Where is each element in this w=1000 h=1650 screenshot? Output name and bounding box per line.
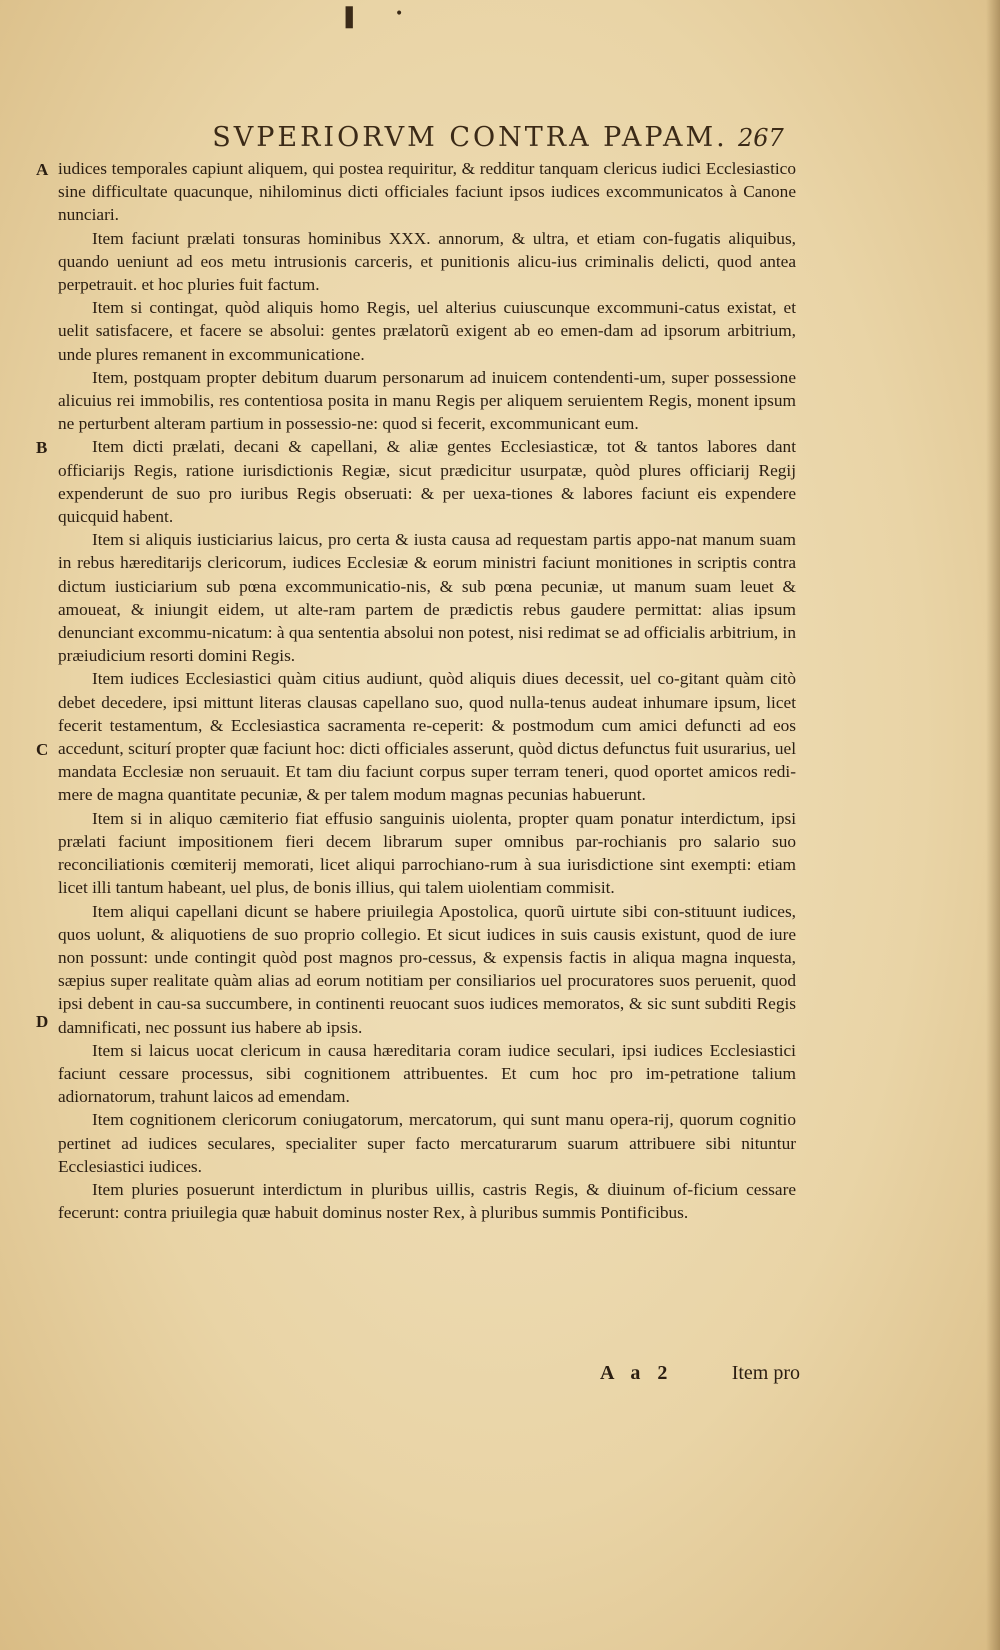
margin-marker-c: C bbox=[36, 740, 49, 759]
margin-marker-a: A bbox=[36, 160, 49, 179]
paragraph: Item pluries posuerunt interdictum in pluribus uillis, castris Regis, & diuinum of-ficium cessare fecerunt: contra priuilegia quæ habuit dominus noster Rex, à pluribus summis Pontificibus. bbox=[58, 1179, 796, 1223]
paragraph: Item iudices Ecclesiastici quàm citius audiunt, quòd aliquis diues decessit, uel co-gitant quàm citò debet decedere, ipsi mittunt literas clausas capellano suo, quod nulla-tenus audeat inhumare ipsum, licet fecerit testamentum, & Ecclesiastica sacramenta re-ceperit: & postmodum cum amici defuncti ad eos accedunt, sciturí propter quæ faciunt hoc: dicti officiales asserunt, quòd dictus defunctus fuit usurarius, uel mandata Ecclesiæ non seruauit. Et tam diu faciunt corpus super terram teneri, quod oportet amicos redi-mere de magna quantitate pecuniæ, & per talem modum magnas pecunias habuerunt. bbox=[58, 669, 796, 805]
paragraph: Item faciunt prælati tonsuras hominibus XXX. annorum, & ultra, et etiam con-fugatis aliquibus, quando ueniunt ad eos metu intrusionis carceris, et punitionis alicu-ius criminalis delicti, quod antea perpetrauit. et hoc pluries fuit factum. bbox=[58, 228, 796, 295]
paragraph: Item dicti prælati, decani & capellani, & aliæ gentes Ecclesiasticæ, tot & tantos labores dant officiarijs Regis, ratione iurisdictionis Regiæ, sicut prædicitur usurpatæ, quòd plures officiarij Regij expenderunt de suo pro iuribus Regis obseruati: & per uexa-tiones & labores faciunt eis expendere quicquid habent. bbox=[58, 437, 796, 527]
margin-marker-d: D bbox=[36, 1012, 49, 1031]
paragraph: Item, postquam propter debitum duarum personarum ad inuicem contendenti-um, super possessione alicuius rei immobilis, res contentiosa posita in manu Regis per aliquem seruientem Regis, monent ipsum ne perturbent alteram partium in possessio-ne: quod si fecerit, excommunicant eum. bbox=[58, 367, 796, 434]
paragraph: Item si aliquis iusticiarius laicus, pro certa & iusta causa ad requestam partis appo-nat manum suam in rebus hæreditarijs clericorum, iudices Ecclesiæ & eorum ministri faciunt monitiones in scriptis contra dictum iusticiarium sub pœna excommunicatio-nis, & sub pœna pecuniæ, ut manum suam leuet & amoueat, & iniungit eidem, ut alte-ram partem de prædictis rebus gaudere permittat: alias ipsum denunciant excommu-nicatum: à qua sententia absolui non potest, nisi redimat se ad officialis arbitrium, in præiudicium resorti domini Regis. bbox=[58, 530, 796, 666]
signature-mark: A a 2 bbox=[600, 1362, 674, 1384]
paragraph: Item cognitionem clericorum coniugatorum, mercatorum, qui sunt manu opera-rij, quorum cognitio pertinet ad iudices seculares, specialiter super facto mercaturarum suarum attribuere sibi nituntur Ecclesiastici iudices. bbox=[58, 1110, 796, 1176]
paragraph: Item si laicus uocat clericum in causa hæreditaria coram iudice seculari, ipsi iudices Ecclesiastici faciunt cessare processus, sibi cognitionem attribuentes. Et cum hoc pro im-petratione talium adiornatorum, trahunt laicos ad emendam. bbox=[58, 1040, 796, 1107]
page-edge-shadow bbox=[986, 0, 1000, 1650]
margin-marker-b: B bbox=[36, 438, 48, 457]
catchword: Item pro bbox=[731, 1362, 800, 1384]
body-text bbox=[58, 157, 796, 1224]
ink-dot: • bbox=[395, 6, 404, 22]
paragraph: Item aliqui capellani dicunt se habere priuilegia Apostolica, quorũ uirtute sibi con-stituunt iudices, quos uolunt, & aliquotiens de suo proprio collegio. Et sicut iudices in suis causis existunt, quod de iure non possunt: unde contingit quòd post magnos pro-cessus, & expensis factis in aliqua magna inquesta, sæpius super realitate quàm alias ad eorum notitiam per consiliarios uel procuratores suos peruenit, quod ipsi debent in cau-sa succumbere, in continenti reuocant suos iudices memoratos, & sic sunt subditi Regis damnificati, nec possunt ius habere ab ipsis. bbox=[58, 901, 796, 1037]
paragraph: iudices temporales capiunt aliquem, qui postea requiritur, & redditur tanquam clericus iudici Ecclesiastico sine difficultate quacunque, nihilominus dicti officiales faciunt ipsos iudices excommunicatos à Canone nunciari. bbox=[58, 159, 796, 225]
ink-smudge: ❚ bbox=[340, 4, 359, 29]
paragraph: Item si in aliquo cæmiterio fiat effusio sanguinis uiolenta, propter quam ponatur interdictum, ipsi prælati faciunt impositionem fieri decem librarum super omnibus par-rochianis pro salario suo reconciliationis cœmiterij memorati, licet aliqui parrochiano-rum à sua iurisdictione sint exempti: etiam licet illi tantum habeant, uel plus, de bonis illius, qui talem uiolentiam commisit. bbox=[58, 808, 796, 898]
running-title: SVPERIORVM CONTRA PAPAM. bbox=[212, 122, 728, 153]
page-number: 267 bbox=[738, 124, 784, 152]
paragraph: Item si contingat, quòd aliquis homo Regis, uel alterius cuiuscunque excommuni-catus existat, et uelit satisfacere, et facere se absolui: gentes prælatorũ exigent ab eo emen-dam ad ipsorum arbitrium, unde plures remanent in excommunicatione. bbox=[58, 298, 796, 364]
